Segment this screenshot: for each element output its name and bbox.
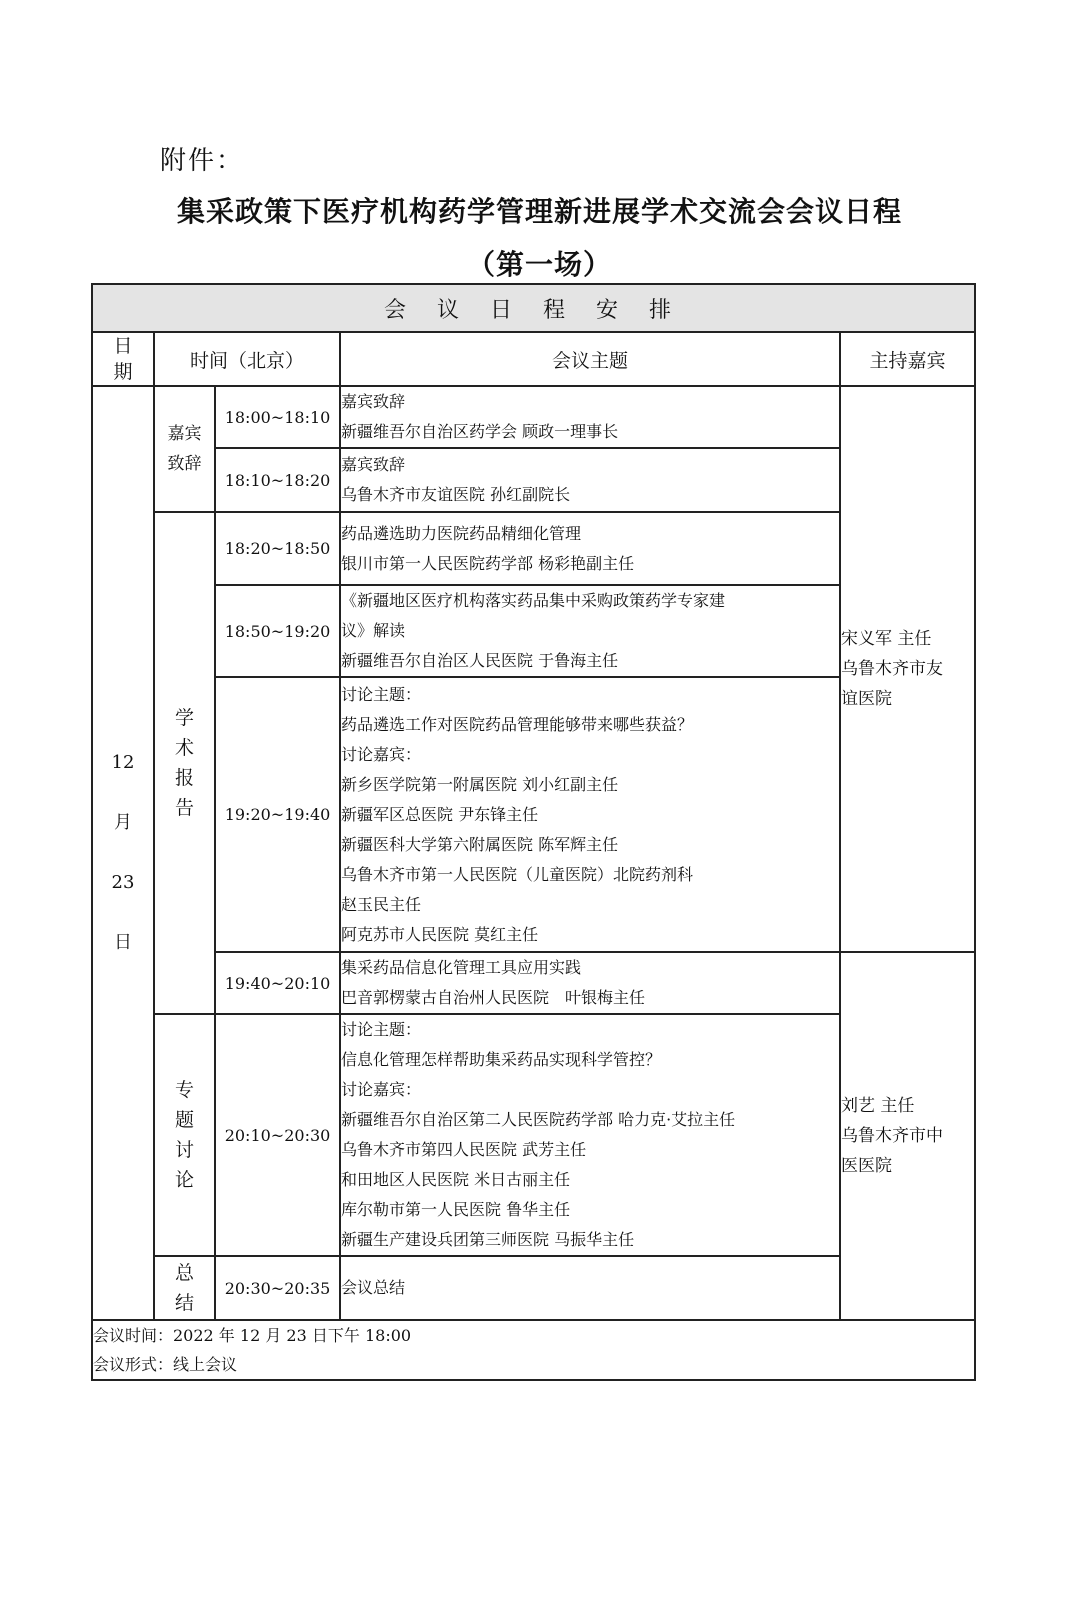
session-time: 19:40~20:10 bbox=[215, 952, 340, 1014]
session-time: 20:10~20:30 bbox=[215, 1014, 340, 1256]
table-title: 会 议 日 程 安 排 bbox=[92, 284, 975, 332]
session-topic: 《新疆地区医疗机构落实药品集中采购政策药学专家建 议》解读 新疆维吾尔自治区人民医院 于鲁海主任 bbox=[340, 585, 840, 677]
category-welcome: 嘉宾 致辞 bbox=[154, 386, 215, 512]
session-topic: 嘉宾致辞 新疆维吾尔自治区药学会 顾政一理事长 bbox=[340, 386, 840, 448]
session-topic: 会议总结 bbox=[340, 1256, 840, 1320]
session-topic: 药品遴选助力医院药品精细化管理 银川市第一人民医院药学部 杨彩艳副主任 bbox=[340, 512, 840, 585]
document-subtitle: （第一场） bbox=[466, 248, 612, 281]
attachment-label: 附件： bbox=[160, 146, 245, 176]
header-topic: 会议主题 bbox=[340, 332, 840, 386]
session-topic: 嘉宾致辞 乌鲁木齐市友谊医院 孙红副院长 bbox=[340, 448, 840, 512]
session-time: 20:30~20:35 bbox=[215, 1256, 340, 1320]
session-time: 19:20~19:40 bbox=[215, 677, 340, 952]
footer-row bbox=[92, 1320, 975, 1380]
table-row bbox=[92, 952, 975, 1014]
header-host: 主持嘉宾 bbox=[840, 332, 975, 386]
document-title: 集采政策下医疗机构药学管理新进展学术交流会会议日程 bbox=[176, 195, 902, 228]
session-topic: 讨论主题： 药品遴选工作对医院药品管理能够带来哪些获益？ 讨论嘉宾： 新乡医学院第一附属医院 刘小红副主任 新疆军区总医院 尹东锋主任 新疆医科大学第六附属医院 陈军辉主任 乌鲁木齐市第一人民医院（儿童医院）北院药剂科 赵玉民主任 阿克苏市人民医院 莫红主任 bbox=[340, 677, 840, 952]
schedule-table bbox=[91, 283, 976, 1381]
host-cell-1: 宋义军 主任 乌鲁木齐市友 谊医院 bbox=[840, 386, 975, 952]
session-time: 18:00~18:10 bbox=[215, 386, 340, 448]
header-time: 时间（北京） bbox=[154, 332, 340, 386]
session-time: 18:50~19:20 bbox=[215, 585, 340, 677]
meeting-format: 会议形式：线上会议 bbox=[93, 1355, 238, 1374]
session-topic: 讨论主题： 信息化管理怎样帮助集采药品实现科学管控？ 讨论嘉宾： 新疆维吾尔自治区第二人民医院药学部 哈力克·艾拉主任 乌鲁木齐市第四人民医院 武芳主任 和田地区人民医院 米日古丽主任 库尔勒市第一人民医院 鲁华主任 新疆生产建设兵团第三师医院 马振华主任 bbox=[340, 1014, 840, 1256]
category-discussion: 专 题 讨 论 bbox=[154, 1014, 215, 1256]
host-cell-2: 刘艺 主任 乌鲁木齐市中 医医院 bbox=[840, 952, 975, 1320]
column-header-row bbox=[92, 332, 975, 386]
date-cell: 12 月 23 日 bbox=[92, 386, 154, 1320]
session-time: 18:20~18:50 bbox=[215, 512, 340, 585]
category-academic: 学 术 报 告 bbox=[154, 512, 215, 1014]
session-topic: 集采药品信息化管理工具应用实践 巴音郭楞蒙古自治州人民医院 叶银梅主任 bbox=[340, 952, 840, 1014]
header-date: 日 期 bbox=[92, 332, 154, 386]
category-summary: 总 结 bbox=[154, 1256, 215, 1320]
meeting-info bbox=[92, 1320, 975, 1380]
meeting-time: 会议时间：2022 年 12 月 23 日下午 18:00 bbox=[93, 1326, 412, 1345]
session-time: 18:10~18:20 bbox=[215, 448, 340, 512]
table-row bbox=[92, 386, 975, 448]
